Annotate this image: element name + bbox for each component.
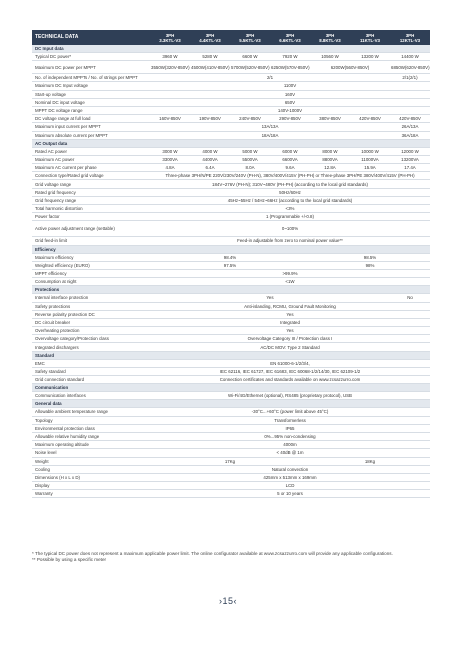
footnote-typical-dc-power: * The typical DC power does not represent a maximum applicable power limit. The online configurator available at www.zcsazzurro.com will provide any applicable configurations.: [32, 551, 393, 556]
table-cell: 5000 W: [230, 147, 270, 155]
table-cell: 7920 W: [270, 53, 310, 61]
section-title: Standard: [32, 351, 430, 359]
table-row: [32, 106, 430, 114]
table-cell: 3300VA: [150, 155, 190, 163]
table-cell: Yes: [150, 310, 430, 318]
section-header-row: [32, 286, 430, 294]
table-row: [32, 196, 430, 204]
model-column-header: 3PH 3.3KTL-V3: [150, 30, 190, 45]
table-cell: Transformerless: [150, 416, 430, 424]
table-cell: 2/1: [150, 74, 390, 82]
section-title: Efficiency: [32, 245, 430, 253]
row-label: Grid voltage range: [32, 180, 150, 188]
table-cell: 26A/13A: [390, 123, 430, 131]
row-label: Warranty: [32, 490, 150, 498]
table-cell: 14400 W: [390, 53, 430, 61]
table-row: [32, 335, 430, 343]
row-label: Noise level: [32, 449, 150, 457]
row-label: Dimensions (H x L x D): [32, 473, 150, 481]
table-cell: 425mm x 513mm x 169mm: [150, 473, 430, 481]
table-row: [32, 221, 430, 237]
table-cell: 12000 W: [390, 147, 430, 155]
table-cell: 45Hz~55Hz / 54Hz~66Hz (according to the local grid standards): [150, 196, 430, 204]
table-cell: No: [390, 294, 430, 302]
table-cell: 290V-850V: [270, 115, 310, 123]
row-label: Communication interfaces: [32, 392, 150, 400]
table-row: [32, 237, 430, 245]
row-label: Rated grid frequency: [32, 188, 150, 196]
row-label: Topology: [32, 416, 150, 424]
table-row: [32, 278, 430, 286]
table-row: [32, 392, 430, 400]
table-row: [32, 302, 430, 310]
row-label: EMC: [32, 359, 150, 367]
row-label: Consumption at night: [32, 278, 150, 286]
table-row: [32, 482, 430, 490]
table-cell: 3960 W: [150, 53, 190, 61]
table-cell: 0%...95% non-condensing: [150, 432, 430, 440]
table-row: [32, 318, 430, 326]
table-cell: 13A/13A: [150, 123, 390, 131]
table-cell: 17Kg: [150, 457, 310, 465]
section-header-row: [32, 139, 430, 147]
row-label: Total harmonic distortion: [32, 205, 150, 213]
table-cell: 2/1(2/1): [390, 74, 430, 82]
table-row: [32, 343, 430, 351]
table-cell: 4.8A: [150, 164, 190, 172]
row-label: Grid frequency range: [32, 196, 150, 204]
row-label: Maximum efficiency: [32, 253, 150, 261]
row-label: DC circuit breaker: [32, 318, 150, 326]
table-cell: 12.8A: [310, 164, 350, 172]
table-cell: 11000VA: [350, 155, 390, 163]
table-body: [32, 45, 430, 498]
table-row: [32, 367, 430, 375]
table-row: [32, 416, 430, 424]
model-column-header: 3PH 11KTL-V3: [350, 30, 390, 45]
row-label: MPPT efficiency: [32, 269, 150, 277]
page-number: ›15‹: [218, 596, 237, 606]
table-row: [32, 294, 430, 302]
table-cell: 8800VA: [310, 155, 350, 163]
table-cell: 18Kg: [310, 457, 430, 465]
table-cell: Overvoltage Category III / Protection class I: [150, 335, 430, 343]
row-label: Overvoltage category/Protection class: [32, 335, 150, 343]
table-cell: 4000 W: [190, 147, 230, 155]
row-label: Integrated dischargers: [32, 343, 150, 351]
table-row: [32, 205, 430, 213]
table-row: [32, 490, 430, 498]
table-cell: 160V: [150, 90, 430, 98]
row-label: Display: [32, 482, 150, 490]
table-cell: Connection certificates and standards available on www.zcsazzurro.com: [150, 376, 430, 384]
table-cell: LCD: [150, 482, 430, 490]
table-cell: 9.6A: [270, 164, 310, 172]
table-row: [32, 188, 430, 196]
section-title: Communication: [32, 384, 430, 392]
table-cell: 1 (Programmable +/-0.8): [150, 213, 430, 221]
table-cell: Wi-Fi/4G/Ethernet (optional), RS485 (proprietary protocol), USB: [150, 392, 430, 400]
row-label: Connection type/Rated grid voltage: [32, 172, 150, 180]
section-title: AC Output data: [32, 139, 430, 147]
technical-data-table: [32, 30, 430, 498]
row-label: Weight: [32, 457, 150, 465]
row-label: Environmental protection class: [32, 424, 150, 432]
table-cell: Yes: [150, 294, 390, 302]
row-label: Internal interface protection: [32, 294, 150, 302]
model-column-header: 3PH 6.6KTL-V3: [270, 30, 310, 45]
table-cell: 50Hz/60Hz: [150, 188, 430, 196]
table-cell: 5 or 10 years: [150, 490, 430, 498]
table-row: [32, 424, 430, 432]
table-row: [32, 269, 430, 277]
table-cell: 98.4%: [150, 253, 310, 261]
table-row: [32, 449, 430, 457]
table-cell: 6.4A: [190, 164, 230, 172]
table-cell: 13200 W: [350, 53, 390, 61]
table-row: [32, 61, 430, 74]
model-column-header: 3PH 12KTL-V3: [390, 30, 430, 45]
table-cell: Anti-islanding, RCMU, Ground Fault Monitoring: [150, 302, 430, 310]
table-row: [32, 98, 430, 106]
table-cell: 6600VA: [270, 155, 310, 163]
table-row: [32, 457, 430, 465]
table-cell: 650V: [150, 98, 430, 106]
table-cell: Three-phase 3PH/N/PE 220V/230V/240V (PH-N), 380V/400V/415V (PH-PH) or Three-phase 3PH/PE 380V/400V/415V (PH-PH): [150, 172, 430, 180]
table-cell: 420V-850V: [350, 115, 390, 123]
table-cell: 4500W(410V-850V): [190, 61, 230, 74]
table-cell: 6200W(560V-850V): [310, 61, 390, 74]
table-cell: AC/DC MOV: Type 2 Standard: [150, 343, 430, 351]
section-title: General data: [32, 400, 430, 408]
row-label: Maximum AC power: [32, 155, 150, 163]
table-cell: 98%: [310, 261, 430, 269]
row-label: No. of independent MPPTs / No. of strings per MPPT: [32, 74, 150, 82]
footnotes: [32, 551, 430, 563]
row-label: Weighted efficiency (EURO): [32, 261, 150, 269]
section-title: DC Input data: [32, 45, 430, 53]
table-row: [32, 359, 430, 367]
table-cell: <3%: [150, 205, 430, 213]
table-cell: Yes: [150, 327, 430, 335]
row-label: Allowable relative humidity range: [32, 432, 150, 440]
table-row: [32, 180, 430, 188]
table-row: [32, 261, 430, 269]
row-label: Safety protections: [32, 302, 150, 310]
row-label: Cooling: [32, 465, 150, 473]
table-row: [32, 82, 430, 90]
table-cell: 6600 W: [230, 53, 270, 61]
table-cell: >99.9%: [150, 269, 430, 277]
table-cell: 15.9A: [350, 164, 390, 172]
row-label: Maximum operating altitude: [32, 441, 150, 449]
table-cell: 240V-850V: [230, 115, 270, 123]
section-header-row: [32, 351, 430, 359]
table-cell: 5280 W: [190, 53, 230, 61]
section-title: Protections: [32, 286, 430, 294]
table-cell: 18A/18A: [150, 131, 390, 139]
row-label: Grid feed-in limit: [32, 237, 150, 245]
row-label: Power factor: [32, 213, 150, 221]
table-row: [32, 432, 430, 440]
row-label: Maximum absolute current per MPPT: [32, 131, 150, 139]
row-label: Nominal DC input voltage: [32, 98, 150, 106]
table-cell: 6000 W: [270, 147, 310, 155]
row-label: Reverse polarity protection DC: [32, 310, 150, 318]
table-row: [32, 53, 430, 61]
table-row: [32, 172, 430, 180]
row-label: DC voltage range at full load: [32, 115, 150, 123]
row-label: Overheating protection: [32, 327, 150, 335]
table-row: [32, 164, 430, 172]
table-cell: 6250W(570V-850V): [270, 61, 310, 74]
table-cell: 190V-850V: [190, 115, 230, 123]
table-cell: Feed-in adjustable from zero to nominal power value**: [150, 237, 430, 245]
table-cell: 5700W(520V-850V): [230, 61, 270, 74]
table-cell: EN 61000-6-1/2/3/4,: [150, 359, 430, 367]
table-header: [32, 30, 430, 45]
table-row: [32, 131, 430, 139]
row-label: Active power adjustment range (settable): [32, 221, 150, 237]
row-label: Maximum AC current per phase: [32, 164, 150, 172]
model-column-header: 3PH 8.8KTL-V3: [310, 30, 350, 45]
row-label: Typical DC power*: [32, 53, 150, 61]
table-row: [32, 408, 430, 416]
table-cell: 6850W(620V-850V): [390, 61, 430, 74]
table-cell: 3550W(320V-850V): [150, 61, 190, 74]
section-header-row: [32, 245, 430, 253]
table-cell: 97.5%: [150, 261, 310, 269]
table-cell: 140V-1000V: [150, 106, 430, 114]
row-label: MPPT DC voltage range: [32, 106, 150, 114]
technical-data-sheet: [32, 30, 430, 498]
table-cell: 36A/18A: [390, 131, 430, 139]
table-cell: 5500VA: [230, 155, 270, 163]
table-cell: 420V-850V: [390, 115, 430, 123]
table-row: [32, 376, 430, 384]
table-row: [32, 115, 430, 123]
row-label: Maximum DC power per MPPT: [32, 61, 150, 74]
table-cell: 4400VA: [190, 155, 230, 163]
table-cell: 17.4A: [390, 164, 430, 172]
section-header-row: [32, 45, 430, 53]
table-row: [32, 90, 430, 98]
row-label: Maximum input current per MPPT: [32, 123, 150, 131]
table-cell: <1W: [150, 278, 430, 286]
table-cell: 10560 W: [310, 53, 350, 61]
table-row: [32, 123, 430, 131]
row-label: Start-up voltage: [32, 90, 150, 98]
table-row: [32, 441, 430, 449]
footnote-meter: ** Possible by using a specific meter: [32, 556, 107, 562]
row-label: Grid connection standard: [32, 376, 150, 384]
model-column-header: 3PH 5.5KTL-V3: [230, 30, 270, 45]
table-row: [32, 253, 430, 261]
table-row: [32, 465, 430, 473]
table-row: [32, 74, 430, 82]
table-cell: 380V-850V: [310, 115, 350, 123]
table-cell: IP65: [150, 424, 430, 432]
table-cell: Natural convection: [150, 465, 430, 473]
table-cell: 8000 W: [310, 147, 350, 155]
table-row: [32, 155, 430, 163]
section-header-row: [32, 400, 430, 408]
table-cell: Integrated: [150, 318, 430, 326]
row-label: Safety standard: [32, 367, 150, 375]
table-cell: 10000 W: [350, 147, 390, 155]
table-cell: 160V-850V: [150, 115, 190, 123]
section-header-row: [32, 384, 430, 392]
table-cell: 184V~276V (PH-N); 310V~480V (PH-PH) (according to the local grid standards): [150, 180, 430, 188]
table-cell: < 40dB @ 1m: [150, 449, 430, 457]
row-label: Maximum DC Input voltage: [32, 82, 150, 90]
table-cell: 3000 W: [150, 147, 190, 155]
row-label: Rated AC power: [32, 147, 150, 155]
model-column-header: 3PH 4.4KTL-V3: [190, 30, 230, 45]
table-row: [32, 213, 430, 221]
table-cell: 4000m: [150, 441, 430, 449]
table-cell: 1100V: [150, 82, 430, 90]
table-cell: -30°C...+60°C (power limit above 45°C): [150, 408, 430, 416]
table-cell: 98.5%: [310, 253, 430, 261]
table-cell: 0~100%: [150, 221, 430, 237]
table-row: [32, 310, 430, 318]
table-row: [32, 473, 430, 481]
table-cell: IEC 62116, IEC 61727, IEC 61683, IEC 60068-1/2/14/30, IEC 62109-1/2: [150, 367, 430, 375]
table-cell: 8.0A: [230, 164, 270, 172]
table-row: [32, 327, 430, 335]
table-row: [32, 147, 430, 155]
row-label: Allowable ambient temperature range: [32, 408, 150, 416]
table-cell: 13200VA: [390, 155, 430, 163]
table-title: TECHNICAL DATA: [32, 30, 150, 45]
